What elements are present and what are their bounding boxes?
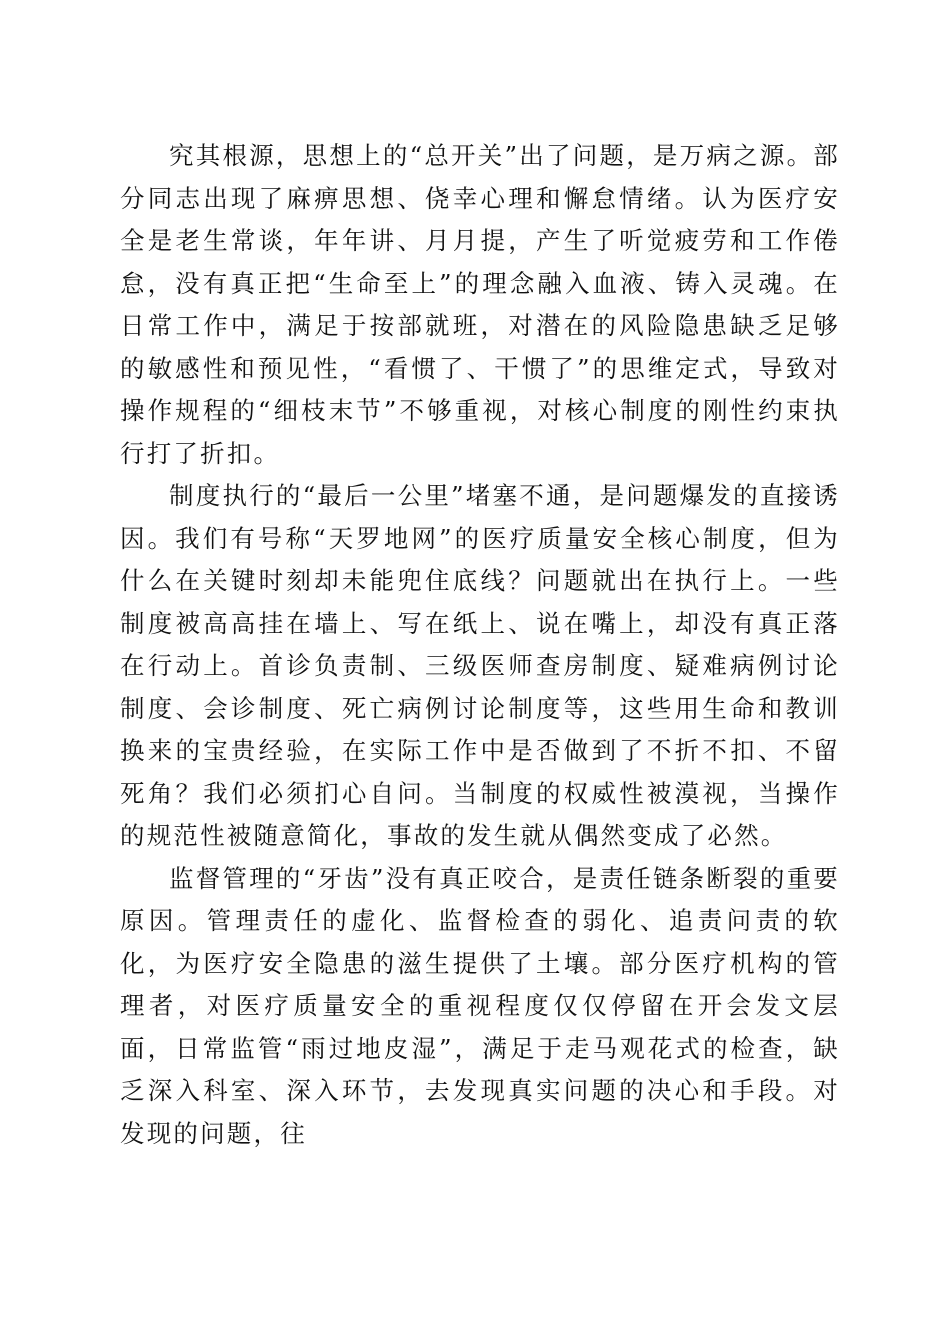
document-body bbox=[120, 135, 840, 1155]
paragraph-supervision: 监督管理的“牙齿”没有真正咬合，是责任链条断裂的重要原因。管理责任的虚化、监督检查的弱化、追责问责的软化，为医疗安全隐患的滋生提供了土壤。部分医疗机构的管理者，对医疗质量安全的重视程度仅仅停留在开会发文层面，日常监管“雨过地皮湿”，满足于走马观花式的检查，缺乏深入科室、深入环节，去发现真实问题的决心和手段。对发现的问题，往 bbox=[120, 863, 840, 1148]
paragraph-system-execution: 制度执行的“最后一公里”堵塞不通，是问题爆发的直接诱因。我们有号称“天罗地网”的医疗质量安全核心制度，但为什么在关键时刻却未能兜住底线？问题就出在执行上。一些制度被高高挂在墙上、写在纸上、说在嘴上，却没有真正落在行动上。首诊负责制、三级医师查房制度、疑难病例讨论制度、会诊制度、死亡病例讨论制度等，这些用生命和教训换来的宝贵经验，在实际工作中是否做到了不折不扣、不留死角？我们必须扪心自问。当制度的权威性被漠视，当操作的规范性被随意简化，事故的发生就从偶然变成了必然。 bbox=[120, 481, 840, 850]
paragraph-root-cause: 究其根源，思想上的“总开关”出了问题，是万病之源。部分同志出现了麻痹思想、侥幸心理和懈怠情绪。认为医疗安全是老生常谈，年年讲、月月提，产生了听觉疲劳和工作倦怠，没有真正把“生命至上”的理念融入血液、铸入灵魂。在日常工作中，满足于按部就班，对潜在的风险隐患缺乏足够的敏感性和预见性，“看惯了、干惯了”的思维定式，导致对操作规程的“细枝末节”不够重视，对核心制度的刚性约束执行打了折扣。 bbox=[120, 141, 840, 468]
